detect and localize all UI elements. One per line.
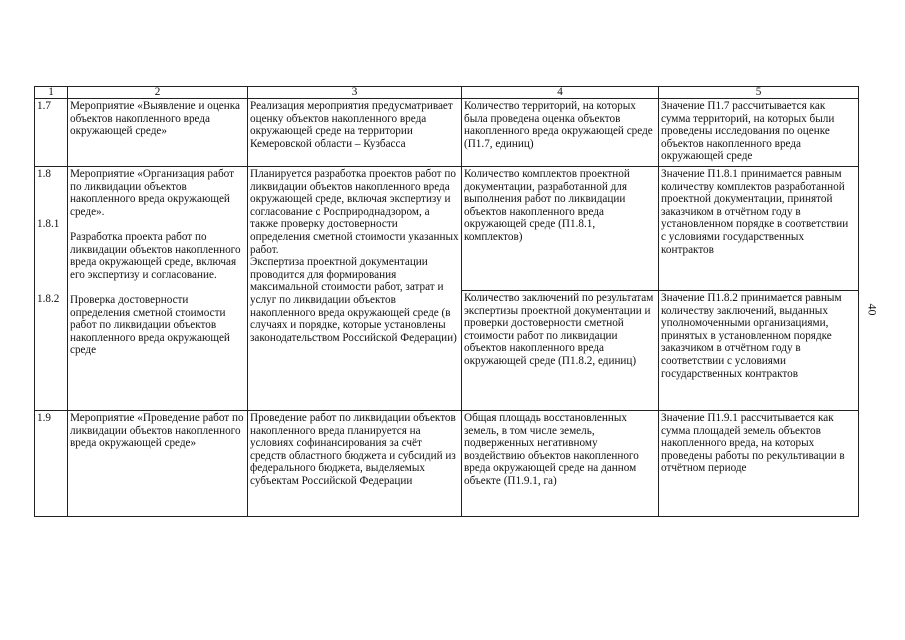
indicator-calculation: Значение П1.7 рассчитывается как сумма территорий, на которых были проведены исследования по оценке объектов накопленного вреда окружающей среде: [659, 99, 859, 167]
measure-description: Проведение работ по ликвидации объектов накопленного вреда планируется на условиях софинансирования за счёт средств областного бюджета и субсидий из федерального бюджета, выделяемых субъектам Российской Федерации: [248, 411, 462, 517]
measure-description: Планируется разработка проектов работ по ликвидации объектов накопленного вреда окружающей среде, включая экспертизу и согласование с Росприроднадзором, а также проверку достоверности определения сметной стоимости указанных работ.: [250, 168, 459, 256]
row-number: 1.8.1: [37, 218, 60, 231]
column-number-1: 1: [35, 87, 68, 99]
indicator-name: Общая площадь восстановленных земель, в том числе земель, подверженных негативному воздействию объектов накопленного вреда окружающей среде на данном объекте (П1.9.1, га): [462, 411, 659, 517]
column-number-3: 3: [248, 87, 462, 99]
measures-table: [34, 86, 859, 517]
row-number: 1.9: [35, 411, 68, 517]
indicator-calculation: Значение П1.8.1 принимается равным количеству комплектов разработанной проектной документации, принятой заказчиком в отчётном году в установленном порядке в соответствии с условиями государственных контрактов: [659, 167, 859, 291]
row-number: 1.8.2: [37, 293, 60, 306]
column-number-4: 4: [462, 87, 659, 99]
table-row-1-8-a: [35, 167, 859, 291]
column-number-5: 5: [659, 87, 859, 99]
page-number: 40: [865, 303, 880, 316]
table-header-row: [35, 87, 859, 99]
measure-name: Мероприятие «Проведение работ по ликвидации объектов накопленного вреда окружающей среде»: [68, 411, 248, 517]
measure-name: Мероприятие «Выявление и оценка объектов накопленного вреда окружающей среде»: [68, 99, 248, 167]
row-number: 1.8: [37, 168, 51, 180]
indicator-calculation: Значение П1.8.2 принимается равным количеству заключений, выданных уполномоченными организациями, принятых в установленном порядке заказчиком в отчётном году в соответствии с условиями государственных контрактов: [659, 291, 859, 411]
row-number: 1.7: [35, 99, 68, 167]
column-number-2: 2: [68, 87, 248, 99]
indicator-name: Количество территорий, на которых была проведена оценка объектов накопленного вреда окружающей среде (П1.7, единиц): [462, 99, 659, 167]
row-number-group: [35, 167, 68, 411]
measure-name-group: [68, 167, 248, 411]
measure-description: Реализация мероприятия предусматривает оценку объектов накопленного вреда окружающей среде на территории Кемеровской области – Кузбасса: [248, 99, 462, 167]
submeasure-name: Проверка достоверности определения сметной стоимости работ по ликвидации объектов накопленного вреда окружающей среде: [70, 293, 230, 357]
indicator-calculation: Значение П1.9.1 рассчитывается как сумма площадей земель объектов накопленного вреда, на которых проведены работы по рекультивации в отчётном периоде: [659, 411, 859, 517]
measure-name: Мероприятие «Организация работ по ликвидации объектов накопленного вреда окружающей среде».: [70, 168, 234, 218]
submeasure-name: Разработка проекта работ по ликвидации объектов накопленного вреда окружающей среде, включая его экспертизу и согласование.: [70, 230, 241, 281]
measure-description-group: [248, 167, 462, 411]
table-row-1-9: [35, 411, 859, 517]
indicator-name: Количество заключений по результатам экспертизы проектной документации и проверки достоверности сметной стоимости работ по ликвидации объектов накопленного вреда окружающей среде (П1.8.2, единиц): [462, 291, 659, 411]
measure-description: Экспертиза проектной документации проводится для формирования максимальной стоимости работ, затрат и услуг по ликвидации объектов накопленного вреда окружающей среде (в случаях и порядке, которые установлены законодательством Российской Федерации): [250, 256, 457, 344]
table-row-1-7: [35, 99, 859, 167]
indicator-name: Количество комплектов проектной документации, разработанной для выполнения работ по ликвидации объектов накопленного вреда окружающей среде (П1.8.1, комплектов): [462, 167, 659, 291]
